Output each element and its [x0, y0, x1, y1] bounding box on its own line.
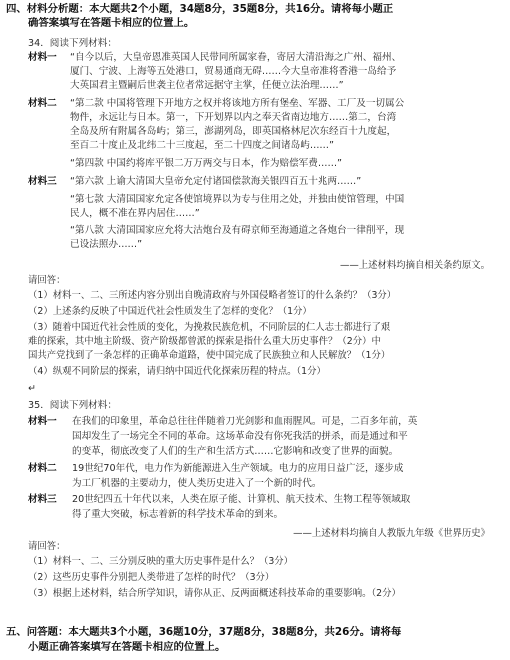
q35-question2: （2）这些历史事件分别把人类带进了怎样的时代？（3分）: [28, 572, 275, 583]
q35-material1-line1: 在我们的印象里，革命总往往伴随着刀光剑影和血雨腥风。可是，二百多年前，英: [72, 416, 418, 427]
q35-material1-label: 材料一: [28, 416, 57, 427]
q34-material1-line2: 厦门、宁波、上海等五处港口，贸易通商无碍……今大皇帝准将香港一岛给予: [70, 66, 397, 77]
q35-material3-line1: 20世纪四五十年代以来，人类在原子能、计算机、航天技术、生物工程等领域取: [72, 494, 411, 505]
section5-heading-line2: 小题正确答案填写在答题卡相应的位置上。: [28, 641, 226, 653]
q34-material1-line3: 大英国君主暨嗣后世袭主位者常远据守主掌，任便立法治理……”: [70, 80, 344, 91]
q34-material3-line3: 民人，概不准在界内居住……”: [70, 208, 200, 219]
q34-material3-line2: “第七款 大清国国家允定各使馆境界以为专与住用之处，并独由使馆管理，中国: [70, 194, 405, 205]
q34-intro: 34．阅读下列材料：: [28, 38, 117, 49]
q34-material2-line5: “第四款 中国约将库平银二万万两交与日本，作为赔偿军费……”: [70, 158, 343, 169]
q34-question3-line2: 难的探索，其中地主阶级、资产阶级都曾派的探索是指什么重大历史事件？（2分）中: [28, 336, 381, 347]
q35-ask-label: 请回答：: [28, 541, 66, 552]
q35-question3: （3）根据上述材料，结合所学知识，请你从正、反两面概述科技革命的重要影响。（2分）: [28, 588, 401, 599]
q35-material1-line3: 的变革，彻底改变了人们的生产和生活方式……它影响和改变了世界的面貌。: [72, 446, 399, 457]
q34-material3-line5: 已设法照办……”: [70, 239, 143, 250]
q35-material2-label: 材料二: [28, 463, 57, 474]
section4-heading-line1: 四、材料分析题：本大题共2个小题，34题8分，35题8分，共16分。请将每小题正: [6, 3, 394, 15]
q34-question2: （2）上述条约反映了中国近代社会性质发生了怎样的变化？（1分）: [28, 306, 312, 317]
q35-material2-line1: 19世纪70年代，电力作为新能源进入生产领域。电力的应用日益广泛，逐步成: [72, 463, 404, 474]
q34-ask-label: 请回答：: [28, 275, 66, 286]
q35-material3-label: 材料三: [28, 494, 57, 505]
paragraph-mark: ↵: [28, 383, 36, 394]
q34-material1-line1: “自今以后，大皇帝恩准英国人民带同所属家眷，寄居大清沿海之广州、福州、: [70, 52, 402, 63]
q35-intro: 35．阅读下列材料：: [28, 400, 117, 411]
section5-heading-line1: 五、问答题：本大题共3个小题，36题10分，37题8分，38题8分，共26分。请将每: [6, 626, 402, 638]
q35-question1: （1）材料一、二、三分别反映的重大历史事件是什么？（3分）: [28, 556, 294, 567]
q34-material2-line1: “第二款 中国将管理下开地方之权并将该地方所有堡垒、军器、工厂及一切属公: [70, 98, 405, 109]
q34-material2-line4: 至百二十度止及北纬二十三度起，至二十四度之间诸岛屿……”: [70, 140, 335, 151]
q34-material2-line2: 物件，永远让与日本。第一，下开划界以内之奉天省南边地方……第二，台湾: [70, 112, 397, 123]
q35-material1-line2: 国却发生了一场完全不同的革命。这场革命没有你死我活的拼杀，而是通过和平: [72, 431, 408, 442]
q35-source-note: ——上述材料均摘自人教版九年级《世界历史》: [293, 528, 490, 539]
section4-heading-line2: 确答案填写在答题卡相应的位置上。: [28, 17, 195, 29]
q34-source-note: ——上述材料均摘自相关条约原文。: [339, 260, 490, 271]
q34-material3-label: 材料三: [28, 176, 57, 187]
q35-material3-line2: 得了重大突破，标志着新的科学技术革命的到来。: [72, 509, 284, 520]
q34-question4: （4）纵观不同阶层的探索，请归纳中国近代化探索历程的特点。（1分）: [28, 366, 326, 377]
q34-question3-line1: （3）随着中国近代社会性质的变化，为挽救民族危机，不同阶层的仁人志士都进行了艰: [28, 322, 391, 333]
q34-material3-line1: “第六款 上谕大清国大皇帝允定付诸国偿款海关银四百五十兆两……”: [70, 176, 362, 187]
q34-material3-line4: “第八款 大清国国家应允将大沽炮台及有碍京师至海通道之各炮台一律削平，现: [70, 225, 405, 236]
q34-material1-label: 材料一: [28, 52, 57, 63]
q34-material2-label: 材料二: [28, 98, 57, 109]
q34-question1: （1）材料一、二、三所述内容分别出自晚清政府与外国侵略者签订的什么条约？（3分）: [28, 290, 397, 301]
q35-material2-line2: 为工厂机器的主要动力，使人类历史进入了一个新的时代。: [72, 478, 322, 489]
q34-question3-line3: 国共产党找到了一条怎样的正确革命道路，使中国完成了民族独立和人民解放？（1分）: [28, 350, 391, 361]
q34-material2-line3: 全岛及所有附属各岛屿；第三，澎湖列岛，即英国格林尼次东经百十九度起，: [70, 126, 397, 137]
